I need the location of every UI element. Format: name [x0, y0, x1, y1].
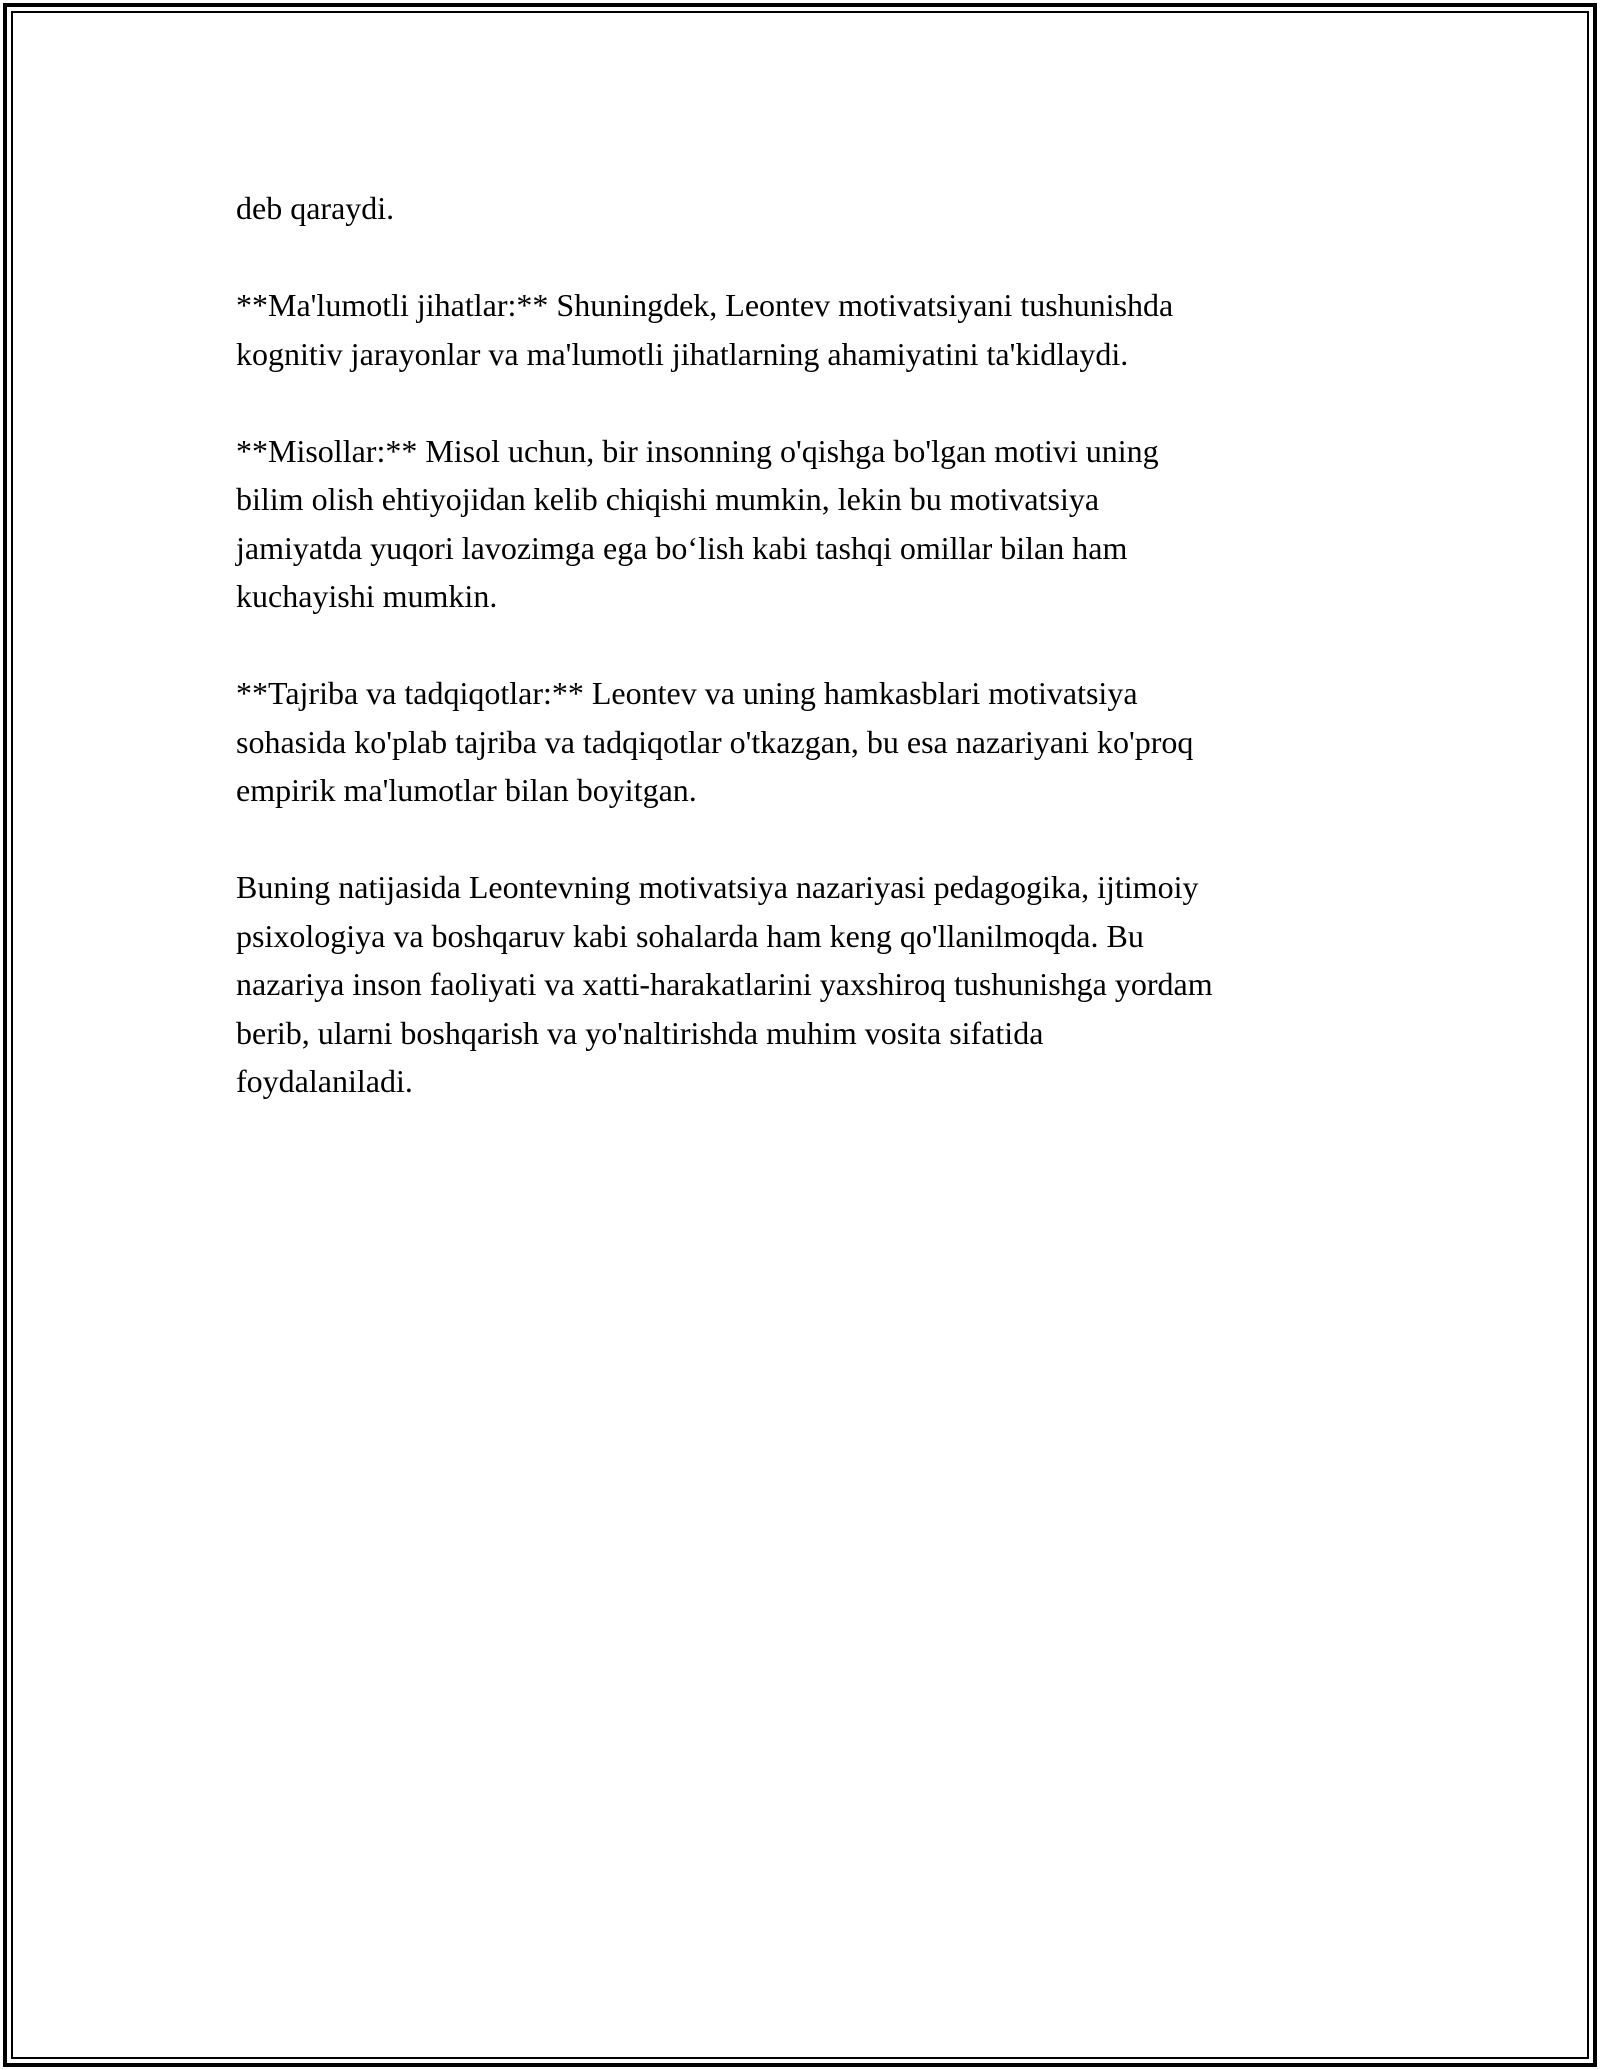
paragraph-tajriba-va-tadqiqotlar: **Tajriba va tadqiqotlar:** Leontev va uning hamkasblari motivatsiya sohasida ko'plab tajriba va tadqiqotlar o'tkazgan, bu esa nazariyani ko'proq empirik ma'lumotlar bilan boyitgan. [236, 675, 1194, 808]
paragraph-conclusion: Buning natijasida Leontevning motivatsiya nazariyasi pedagogika, ijtimoiy psixologiya va boshqaruv kabi sohalarda ham keng qo'llanilmoqda. Bu nazariya inson faoliyati va xatti-harakatlarini yaxshiroq tushunishga yordam berib, ularni boshqarish va yo'naltirishda muhim vosita sifatida foydalaniladi. [236, 869, 1213, 1099]
document-body [236, 184, 1386, 1154]
paragraph-continuation: deb qaraydi. [236, 190, 395, 226]
paragraph-malumotli-jihatlar: **Ma'lumotli jihatlar:** Shuningdek, Leontev motivatsiyani tushunishda kognitiv jarayonlar va ma'lumotli jihatlarning ahamiyatini ta'kidlaydi. [236, 287, 1174, 372]
paragraph-misollar: **Misollar:** Misol uchun, bir insonning o'qishga bo'lgan motivi uning bilim olish ehtiyojidan kelib chiqishi mumkin, lekin bu motivatsiya jamiyatda yuqori lavozimga ega bo‘lish kabi tashqi omillar bilan ham kuchayishi mumkin. [236, 432, 1159, 614]
